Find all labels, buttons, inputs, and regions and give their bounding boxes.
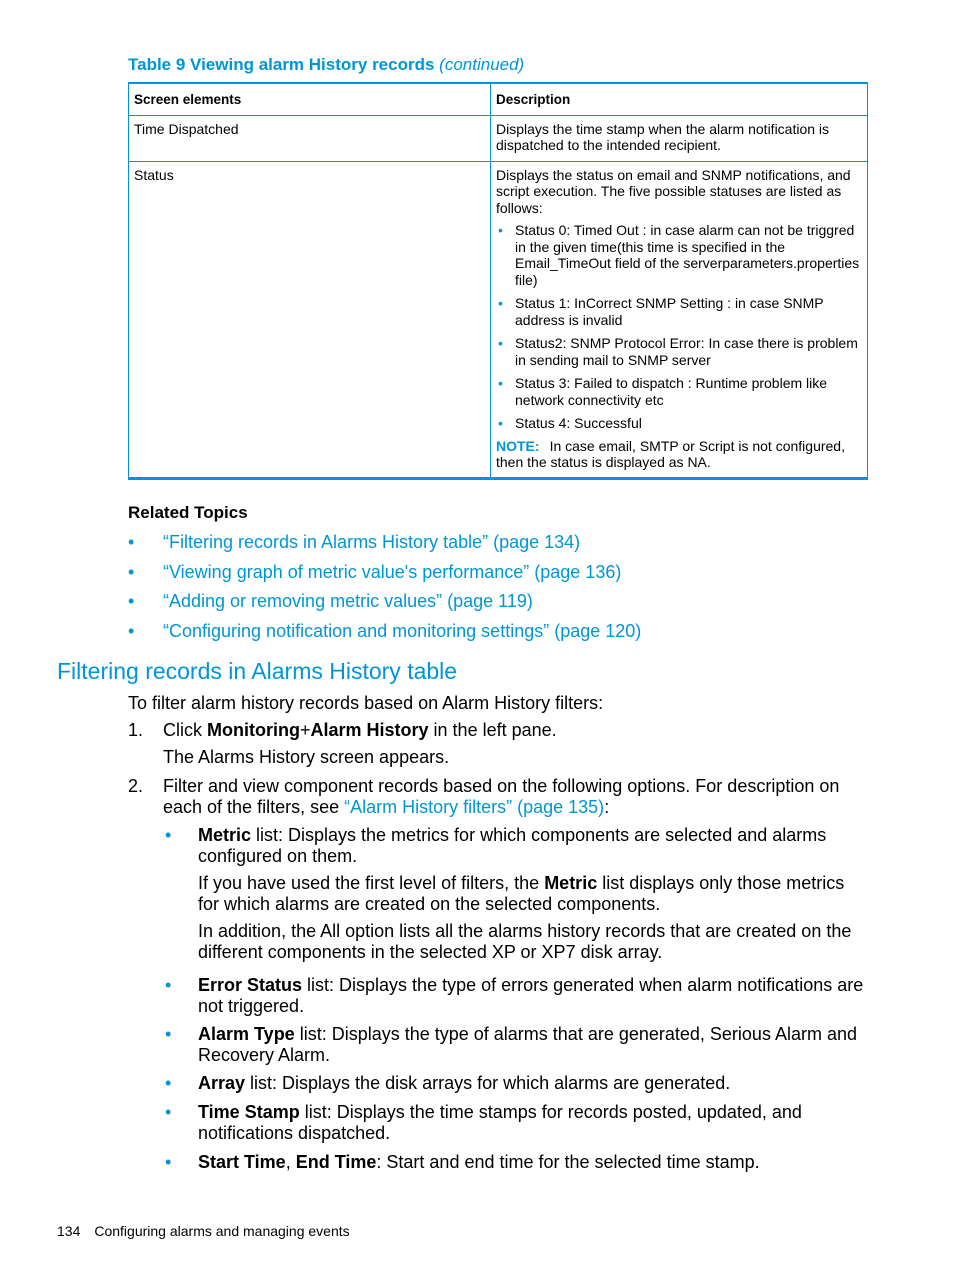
- bullet-icon: •: [128, 591, 135, 611]
- alarm-type-text: list: Displays the type of alarms that are generated, Serious Alarm and Recovery Alarm.: [198, 1024, 857, 1065]
- table-caption-continued: (continued): [439, 55, 525, 74]
- time-stamp-label: Time Stamp: [198, 1102, 300, 1122]
- related-link-item: [128, 591, 641, 621]
- related-link-item: [128, 562, 641, 592]
- table-row: [129, 115, 868, 161]
- related-link[interactable]: “Viewing graph of metric value's performance” (page 136): [163, 561, 622, 582]
- status-list: [496, 222, 862, 432]
- alarm-history-table: [128, 82, 868, 480]
- list-item: [163, 1152, 868, 1173]
- table-caption: [128, 55, 524, 75]
- table-row: [129, 161, 868, 478]
- step-text-main: Filter and view component records based on the following options. For description on each of the filters, see: [163, 776, 840, 817]
- related-topics-list: [128, 532, 641, 650]
- bullet-icon: •: [128, 561, 135, 582]
- bullet-icon: •: [165, 1152, 172, 1172]
- list-item: • Status 0: Timed Out : in case alarm can not be triggred in the given time(this time is specified in the Email_TimeOut field of the serverparameters.properties file): [496, 222, 862, 288]
- end-time-label: End Time: [295, 1152, 377, 1172]
- list-item: [163, 825, 868, 963]
- menu-monitoring: Monitoring: [207, 720, 300, 740]
- related-link-item: [128, 621, 641, 651]
- metric-label: Metric: [198, 825, 252, 845]
- bullet-icon: •: [165, 1024, 172, 1044]
- filter-options-list: [163, 825, 868, 1173]
- related-link-item: [128, 532, 641, 562]
- bullet-icon: •: [165, 1073, 172, 1093]
- note-text: In case email, SMTP or Script is not configured, then the status is displayed as NA.: [496, 437, 845, 470]
- bullet-icon: •: [165, 975, 172, 995]
- list-item: • Status 1: InCorrect SNMP Setting : in case SNMP address is invalid: [496, 295, 862, 328]
- array-label: Array: [198, 1073, 246, 1093]
- step-result: The Alarms History screen appears.: [163, 747, 450, 767]
- step-number: 1.: [128, 720, 144, 740]
- step-number: 2.: [128, 776, 144, 796]
- row-element: Status: [129, 161, 491, 478]
- metric-p3: In addition, the All option lists all the alarms history records that are created on the different components in the selected XP or XP7 disk array.: [198, 921, 852, 962]
- bullet-icon: •: [165, 1102, 172, 1122]
- list-item: • Status 3: Failed to dispatch : Runtime problem like network connectivity etc: [496, 375, 862, 408]
- error-status-text: list: Displays the type of errors generated when alarm notifications are not triggered.: [198, 975, 864, 1016]
- step-text-end: :: [604, 797, 610, 817]
- metric-p2-post: list displays only those metrics for which alarms are created on the selected components.: [198, 873, 845, 914]
- related-link[interactable]: “Adding or removing metric values” (page 119): [163, 591, 533, 611]
- related-link[interactable]: “Configuring notification and monitoring settings” (page 120): [163, 620, 642, 641]
- table-caption-title: Table 9 Viewing alarm History records: [128, 55, 435, 74]
- step-2: [128, 776, 868, 1173]
- step-text: [163, 776, 868, 818]
- bullet-icon: •: [128, 532, 135, 552]
- error-status-label: Error Status: [198, 975, 303, 995]
- start-time-label: Start Time: [198, 1152, 286, 1172]
- section-intro: To filter alarm history records based on Alarm History filters:: [128, 693, 604, 713]
- time-stamp-text: list: Displays the time stamps for records posted, updated, and notifications dispatched.: [198, 1102, 802, 1143]
- page-number: 134: [57, 1223, 81, 1239]
- metric-p2-pre: If you have used the first level of filters, the: [198, 873, 545, 893]
- note: [496, 438, 862, 471]
- step-text-post: in the left pane.: [428, 720, 557, 740]
- section-title: Filtering records in Alarms History table: [57, 658, 458, 684]
- header-description: Description: [491, 83, 868, 115]
- note-label: NOTE:: [496, 437, 540, 454]
- array-text: list: Displays the disk arrays for which alarms are generated.: [245, 1073, 731, 1093]
- alarm-type-label: Alarm Type: [198, 1024, 295, 1044]
- bullet-icon: •: [165, 825, 172, 845]
- footer-title: Configuring alarms and managing events: [94, 1223, 350, 1239]
- row-description: Displays the time stamp when the alarm notification is dispatched to the intended recipient.: [491, 115, 868, 161]
- header-screen-elements: Screen elements: [129, 83, 491, 115]
- list-item: • Status 4: Successful: [496, 415, 862, 432]
- row-description: [491, 161, 868, 478]
- alarm-history-filters-link[interactable]: “Alarm History filters” (page 135): [344, 797, 605, 817]
- options-container: [163, 825, 868, 1173]
- status-intro: Displays the status on email and SNMP notifications, and script execution. The five possible statuses are listed as follows:: [496, 166, 851, 216]
- related-link[interactable]: “Filtering records in Alarms History table” (page 134): [163, 532, 581, 552]
- list-item: [163, 975, 868, 1017]
- list-item: [163, 1024, 868, 1066]
- row-element: Time Dispatched: [129, 115, 491, 161]
- table-header-row: [129, 83, 868, 115]
- separator: ,: [285, 1152, 296, 1172]
- metric-text: list: Displays the metrics for which components are selected and alarms configured on them.: [198, 825, 827, 866]
- step-1: [128, 720, 868, 768]
- start-end-text: : Start and end time for the selected time stamp.: [376, 1152, 760, 1172]
- list-item: [163, 1102, 868, 1144]
- metric-desc: [198, 825, 868, 867]
- bullet-icon: •: [128, 620, 135, 641]
- step-text-pre: Click: [163, 720, 207, 740]
- related-topics-heading: Related Topics: [128, 503, 248, 522]
- list-item: [163, 1073, 868, 1094]
- page-footer: [57, 1223, 350, 1239]
- plus-sign: +: [299, 720, 311, 740]
- menu-alarm-history: Alarm History: [310, 720, 429, 740]
- list-item: • Status2: SNMP Protocol Error: In case there is problem in sending mail to SNMP server: [496, 335, 862, 368]
- step-text: [163, 720, 868, 741]
- metric-p2-bold: Metric: [544, 873, 598, 893]
- metric-p2: [198, 873, 868, 915]
